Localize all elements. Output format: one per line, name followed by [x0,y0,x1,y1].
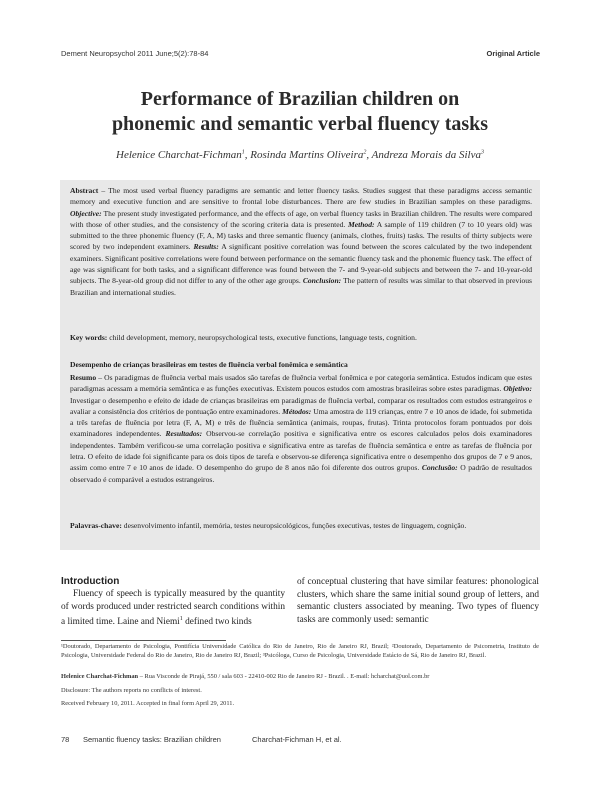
abstract-intro-text: – The most used verbal fluency paradigms are semantic and letter fluency tasks. Studies suggest that these paradigms access semantic memory and executive function and are sensitive to frontal lobe disturbances. There are few studies in Brazilian samples on these paradigms. [70,186,532,207]
method-label: Method: [347,219,375,229]
intro-right-column: of conceptual clustering that have similar features: phonological clusters, which share the same initial sound group of letters, and semantic clusters associated by meaning. Two types of fluency tasks are commonly used: semantic [297,577,539,625]
method-text: A sample of 119 children (7 to 10 years old) was submitted to the three phonemic fluency (F, A, M) tasks and three semantic fluency (animals, clothes, fruits) tasks. The results of thirty subjects were scored by two independent examiners. [70,219,532,252]
author-3: Andreza Morais da Silva [371,149,481,161]
abstract-portuguese [70,372,532,485]
received-footnote: Received February 10, 2011. Accepted in final form April 29, 2011. [61,700,235,707]
keywords-english [70,332,532,343]
palavras-chave-label: Palavras-chave: [70,521,122,530]
abstract-english [70,185,532,298]
objetivo-label: Objetivo: [503,384,532,394]
intro-left-end: defined two kinds [182,617,252,628]
intro-left-column [61,588,285,629]
correspondence-address: – Rua Visconde de Pirajá, 550 / sala 603 - 22410-002 Rio de Janeiro RJ - Brazil. . E-mail: hcharchat@uol.com.br [138,673,430,680]
metodos-label: Métodos: [282,406,312,416]
author-2: Rosinda Martins Oliveira [250,149,364,161]
page-number: 78 [61,735,70,744]
citation-ref: 1 [179,616,183,622]
author-list: Helenice Charchat-Fichman$^1$, Rosinda Martins Oliveira$^2$, Andreza Morais da Silva$^3$ [116,149,484,161]
intro-left-text: Fluency of speech is typically measured by the quantity of words produced under restricted search conditions within a limited time. Laine and Niemi [61,589,285,628]
title-line-2: phonemic and semantic verbal fluency tasks [111,113,489,135]
results-label: Results: [193,242,219,252]
article-type: Original Article [486,49,540,58]
results-text: A significant positive correlation was found between the scores calculated by the two independent examiners. Significant positive correlations were found between performance on the semantic fluency task and the phonemic fluency task. The effect of age was significant for both tasks, and a significant difference was found between the 7- and 9-year-old subjects and between the 7- and 10-year-old subjects. The 8-year-old group did not differ to any of the other age groups. [70,242,532,286]
keywords-text: child development, memory, neuropsychological tests, executive functions, language tests, cognition. [107,333,417,342]
palavras-chave-text: desenvolvimento infantil, memória, testes neuropsicológicos, funções executivas, testes de linguagem, cognição. [121,521,467,530]
author-2-affil: 2 [363,149,367,156]
affiliations-footnote: ¹Doutorado, Departamento de Psicologia, Pontifícia Universidade Católica do Rio de Janeiro, Rio de Janeiro RJ, Brazil; ²Doutorado, Departamento de Psicometria, Instituto de Psicologia, Universidade Federal do Rio de Janeiro, Rio de Janeiro RJ, Brazil; ³Psicóloga, Curso de Psicologia, Universidade Estácio de Sá, Rio de Janeiro RJ, Brazil. [61,643,539,659]
objective-text: The present study investigated performance, and the effects of age, on verbal fluency tasks in Brazilian children. The results were compared with those of other studies, and the consistency of the scoring criteria data is presented. [70,208,532,229]
resultados-label: Resultados: [165,429,203,439]
corresponding-author: Helenice Charchat-Fichman [61,673,139,680]
keywords-label: Key words: [70,333,108,342]
running-authors: Charchat-Fichman H, et al. [252,735,342,744]
disclosure-footnote: Disclosure: The authors reports no conflicts of interest. [61,687,202,694]
abstract-label: Abstract [70,186,99,195]
objective-label: Objective: [70,208,102,218]
correspondence-footnote [61,673,539,682]
section-heading-introduction: Introduction [61,576,120,587]
article-title [40,87,560,137]
conclusion-text: The pattern of results was similar to that observed in previous Brazilian and international studies. [70,276,532,297]
conclusion-label: Conclusion: [302,276,342,286]
resumo-intro-text: – Os paradigmas de fluência verbal mais usados são tarefas de fluência verbal fonêmica e por categoria semântica. Estudos indicam que estes paradigmas acessam a memória semântica e as funções executivas. Existem poucos estudos com amostras brasileiras sobre estes paradigmas. [70,373,532,394]
conclusao-text: O padrão de resultados observado é comparável a estudos estrangeiros. [70,463,532,484]
resumo-label: Resumo [70,373,97,382]
resultados-text: Observou-se correlação positiva e significativa entre os escores calculados pelos dois examinadores independentes. Também verificou-se uma correlação positiva e significativa entre as tarefas de fluência semântica e entre as tarefas de fluência por letra. O efeito de idade foi significante para os dois tipos de tarefa e observou-se diferença significativa entre o desempenho dos grupos de 7 e 9 anos, assim como entre 7 e 10 anos de idade. O desempenho do grupo de 8 anos não foi diferente dos outros grupos. [70,429,532,473]
conclusao-label: Conclusão: [421,463,458,473]
keywords-portuguese [70,520,532,531]
objetivo-text: Investigar o desempenho e efeito de idade de crianças brasileiras em paradigmas de fluência verbal, comparar os resultados com estudos estrangeiros e avaliar a consistência dos critérios de pontuação entre examinadores. [70,395,532,416]
journal-citation: Dement Neuropsychol 2011 June;5(2):78-84 [61,49,209,58]
author-3-affil: 3 [480,149,484,156]
running-title: Semantic fluency tasks: Brazilian children [83,735,221,744]
footnote-divider [61,640,226,641]
title-line-1: Performance of Brazilian children on [140,88,460,110]
author-1-affil: 1 [241,149,245,156]
portuguese-title: Desempenho de crianças brasileiras em testes de fluência verbal fonêmica e semântica [70,360,348,369]
metodos-text: Uma amostra de 119 crianças, entre 7 e 10 anos de idade, foi submetida a três tarefas de fluência por letra (F, A, M) e três de fluência semântica (animais, roupas, frutas). Trinta protocolos foram pontuados por dois examinadores independentes. [70,406,532,439]
author-1: Helenice Charchat-Fichman [116,149,242,161]
